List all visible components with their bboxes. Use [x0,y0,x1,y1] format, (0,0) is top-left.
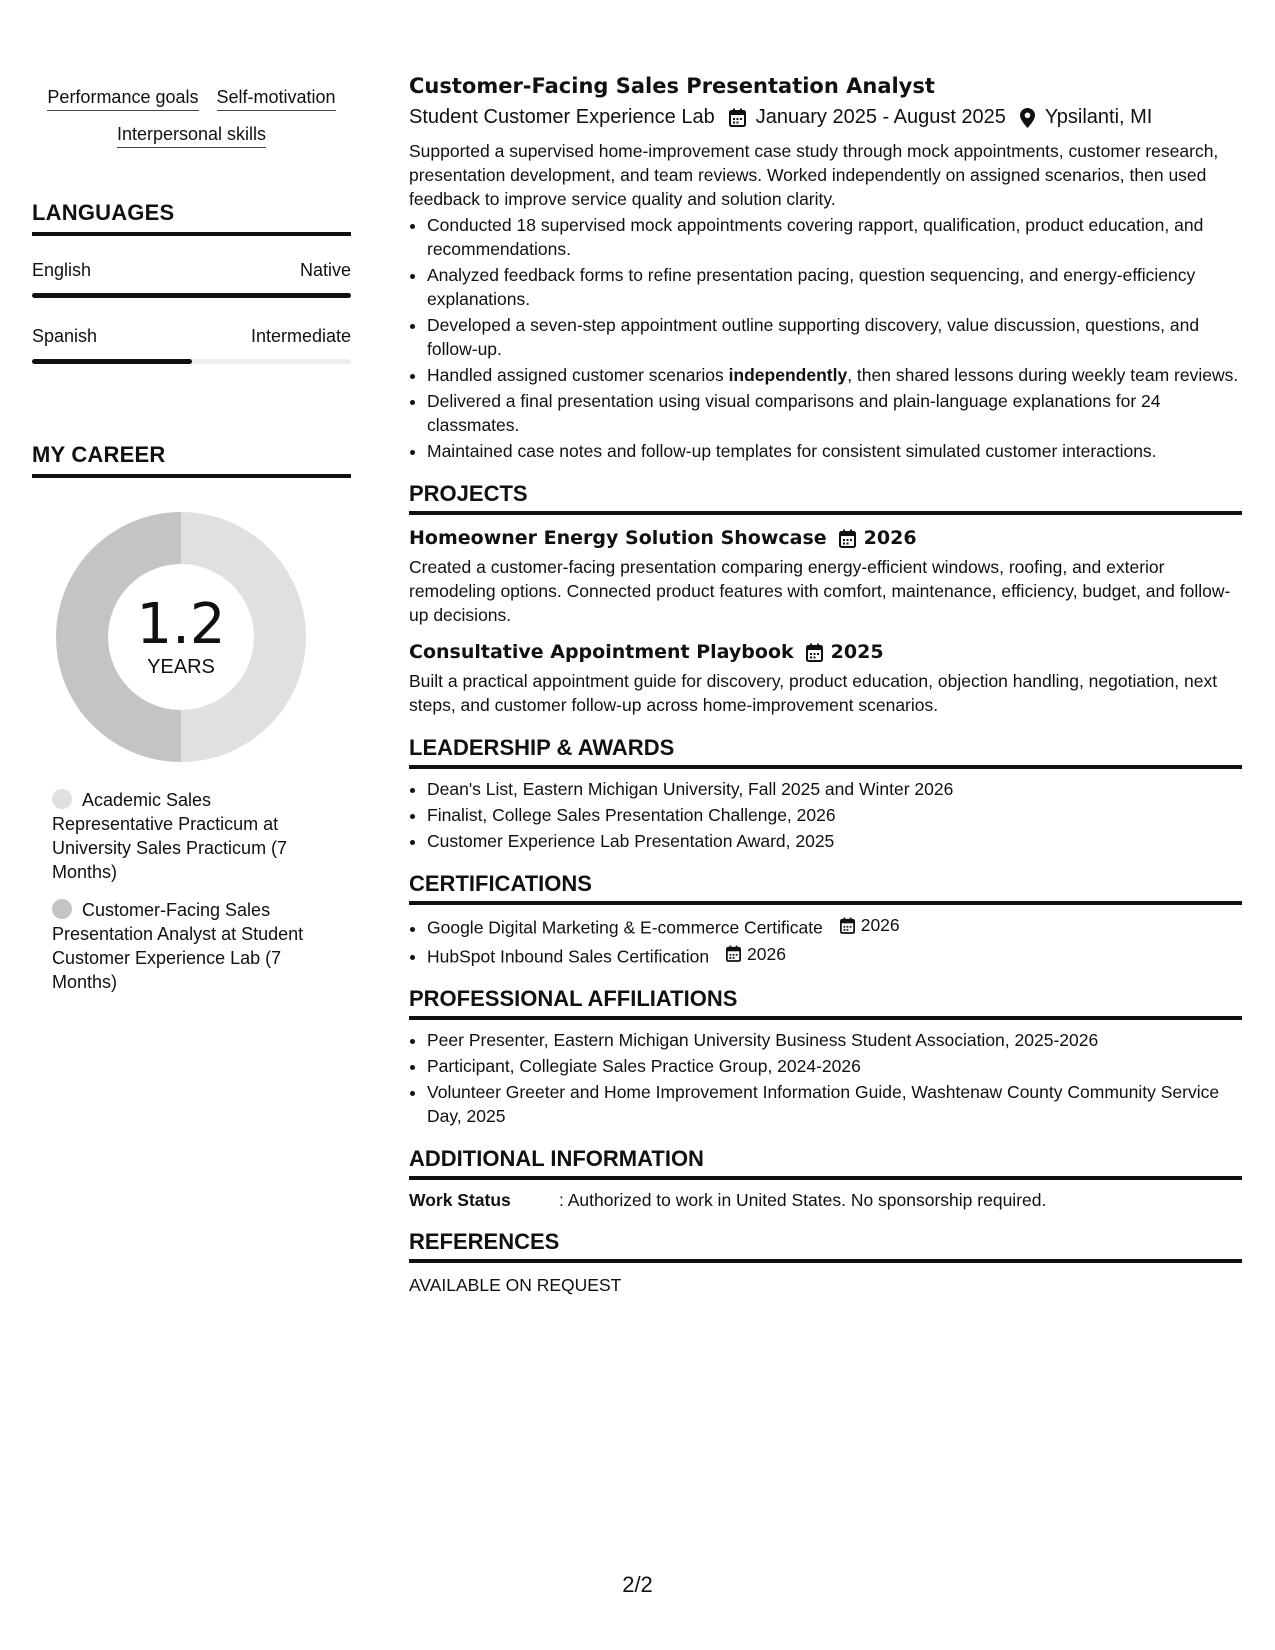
page-number: 2/2 [622,1572,653,1597]
bullet-text: , then shared lessons during weekly team reviews. [847,365,1239,385]
language-level: Native [299,260,351,280]
job-bullet: • Maintained case notes and follow-up templates for consistent simulated customer interactions. [427,439,1242,463]
language-row [32,260,351,281]
skill-tag: Interpersonal skills [117,123,266,148]
project-description: Built a practical appointment guide for discovery, product education, objection handling, negotiation, next steps, and customer follow-up across home-improvement scenarios. [409,671,1218,715]
skill-tag: Self-motivation [217,86,336,111]
career-legend-item [52,898,332,994]
certification-name: HubSpot Inbound Sales Certification [427,946,710,966]
language-level: Intermediate [250,326,351,346]
references-text: AVAILABLE ON REQUEST [409,1275,622,1295]
main-content [409,74,1242,1296]
project-title [409,527,1242,549]
leadership-item: • Customer Experience Lab Presentation Award, 2025 [427,829,1242,853]
work-status-row [409,1190,1242,1211]
leadership-heading: LEADERSHIP & AWARDS [409,735,1242,769]
career-legend [52,788,332,994]
work-status-value: : Authorized to work in United States. No sponsorship required. [559,1190,1047,1210]
certification-date [726,942,786,966]
project-name: Consultative Appointment Playbook [409,641,794,663]
language-proficiency-fill [32,359,192,364]
calendar-icon [840,917,855,934]
language-row [32,326,351,347]
certification-item [427,942,1242,969]
additional-info-heading: ADDITIONAL INFORMATION [409,1146,1242,1180]
company-name: Student Customer Experience Lab [409,106,715,128]
career-donut-chart [56,512,306,762]
affiliations-list [409,1028,1242,1128]
work-status-label: Work Status [409,1190,511,1210]
affiliation-item: • Peer Presenter, Eastern Michigan University Business Student Association, 2025-2026 [427,1028,1242,1052]
job-bullet [427,363,1242,387]
certification-year: 2026 [747,943,786,964]
project-title [409,641,1242,663]
bullet-text: Handled assigned customer scenarios [427,365,729,385]
career-legend-label: Academic Sales Representative Practicum at University Sales Practicum (7 Months) [52,790,288,882]
certification-date [840,913,900,937]
career-total [56,512,306,762]
language-proficiency-fill [32,293,351,298]
projects-heading: PROJECTS [409,481,1242,515]
references-heading: REFERENCES [409,1229,1242,1263]
project-year: 2026 [863,527,917,549]
language-name: Spanish [32,326,98,346]
job-title: Customer-Facing Sales Presentation Analyst [409,74,935,98]
leadership-item: • Finalist, College Sales Presentation Challenge, 2026 [427,803,1242,827]
affiliation-item: • Participant, Collegiate Sales Practice Group, 2024-2026 [427,1054,1242,1078]
career-total-unit: YEARS [147,655,215,678]
calendar-icon [839,529,856,548]
calendar-icon [806,643,823,662]
job-location: Ypsilanti, MI [1044,106,1153,128]
languages-heading: LANGUAGES [32,200,351,236]
job-bullet: • Developed a seven-step appointment outline supporting discovery, value discussion, questions, and follow-up. [427,313,1242,361]
language-proficiency-bar [32,293,351,298]
sidebar [32,72,351,1008]
leadership-item: • Dean's List, Eastern Michigan University, Fall 2025 and Winter 2026 [427,777,1242,801]
skill-tag: Performance goals [47,86,198,111]
job-bullet: • Conducted 18 supervised mock appointments covering rapport, qualification, product education, and recommendations. [427,213,1242,261]
certification-item [427,913,1242,940]
legend-dot-icon [52,789,72,809]
calendar-icon [726,945,741,962]
project-year: 2025 [830,641,884,663]
certifications-heading: CERTIFICATIONS [409,871,1242,905]
skills-list [32,72,351,148]
certifications-list [409,913,1242,968]
calendar-icon [729,108,746,127]
career-total-value: 1.2 [136,591,226,657]
project-description: Created a customer-facing presentation comparing energy-efficient windows, roofing, and exterior remodeling options. Connected product features with comfort, maintenance, efficiency, budget, and follow-up decisions. [409,557,1231,625]
career-legend-item [52,788,332,884]
career-section [32,442,351,994]
affiliations-heading: PROFESSIONAL AFFILIATIONS [409,986,1242,1020]
job-meta [409,106,1242,129]
bullet-bold-text: independently [728,365,848,385]
affiliation-item: • Volunteer Greeter and Home Improvement Information Guide, Washtenaw County Community Service Day, 2025 [427,1080,1242,1128]
legend-dot-icon [52,899,72,919]
language-proficiency-bar [32,359,351,364]
career-legend-label: Customer-Facing Sales Presentation Analyst at Student Customer Experience Lab (7 Months) [52,900,304,992]
certification-year: 2026 [860,915,900,935]
project-name: Homeowner Energy Solution Showcase [409,527,827,549]
job-dates: January 2025 - August 2025 [755,106,1006,128]
certification-name: Google Digital Marketing & E-commerce Certificate [427,917,823,938]
job-bullet: • Analyzed feedback forms to refine presentation pacing, question sequencing, and energy-efficiency explanations. [427,263,1242,311]
job-description: Supported a supervised home-improvement case study through mock appointments, customer research, presentation development, and team reviews. Worked independently on assigned scenarios, then used feedback to improve service quality and solution clarity. [409,141,1219,209]
leadership-list [409,777,1242,853]
location-pin-icon [1020,108,1035,128]
job-bullet: • Delivered a final presentation using visual comparisons and plain-language explanations for 24 classmates. [427,389,1242,437]
languages-section [32,200,351,364]
career-heading: MY CAREER [32,442,351,478]
language-name: English [32,260,92,280]
job-bullets [409,213,1242,463]
